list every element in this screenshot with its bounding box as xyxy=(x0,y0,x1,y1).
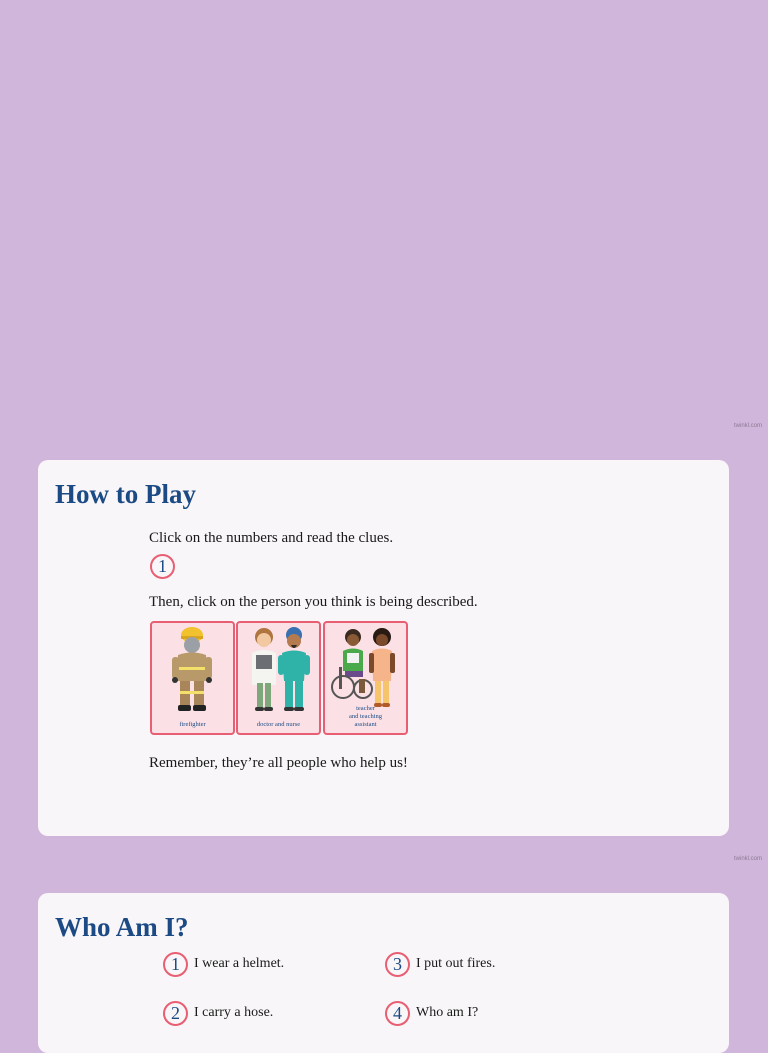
doctor-and-nurse-card[interactable] xyxy=(236,621,321,735)
who-am-i-panel xyxy=(38,893,729,1053)
card-label: doctor and nurse xyxy=(256,721,301,728)
card-label: teacher and teaching assistant xyxy=(348,705,383,728)
clue-text: I carry a hose. xyxy=(194,1005,274,1020)
how-to-play-title: How to Play xyxy=(55,479,196,509)
instruction-line-3: Remember, they’re all people who help us! xyxy=(149,755,408,771)
firefighter-card[interactable] xyxy=(150,621,235,735)
who-am-i-title: Who Am I? xyxy=(55,912,189,942)
teacher-and-assistant-illustration xyxy=(325,623,406,715)
instruction-line-1: Click on the numbers and read the clues. xyxy=(149,530,394,546)
teacher-and-teaching-assistant-card[interactable] xyxy=(323,621,408,735)
watermark: twinkl.com xyxy=(733,856,762,862)
clue-number-button[interactable]: 3 xyxy=(385,952,410,977)
clue-number-button[interactable]: 2 xyxy=(163,1001,188,1026)
clue-text: I put out fires. xyxy=(416,956,496,971)
doctor-and-nurse-illustration xyxy=(238,623,319,715)
clue-text: Who am I? xyxy=(416,1005,479,1020)
clue-number-button[interactable]: 1 xyxy=(163,952,188,977)
instruction-line-2: Then, click on the person you think is being described. xyxy=(149,594,478,610)
example-number-button[interactable]: 1 xyxy=(150,554,175,579)
firefighter-illustration xyxy=(152,623,233,715)
card-label: firefighter xyxy=(179,721,206,728)
watermark: twinkl.com xyxy=(733,423,762,429)
clue-number-button[interactable]: 4 xyxy=(385,1001,410,1026)
how-to-play-panel xyxy=(38,460,729,836)
clue-text: I wear a helmet. xyxy=(194,956,285,971)
